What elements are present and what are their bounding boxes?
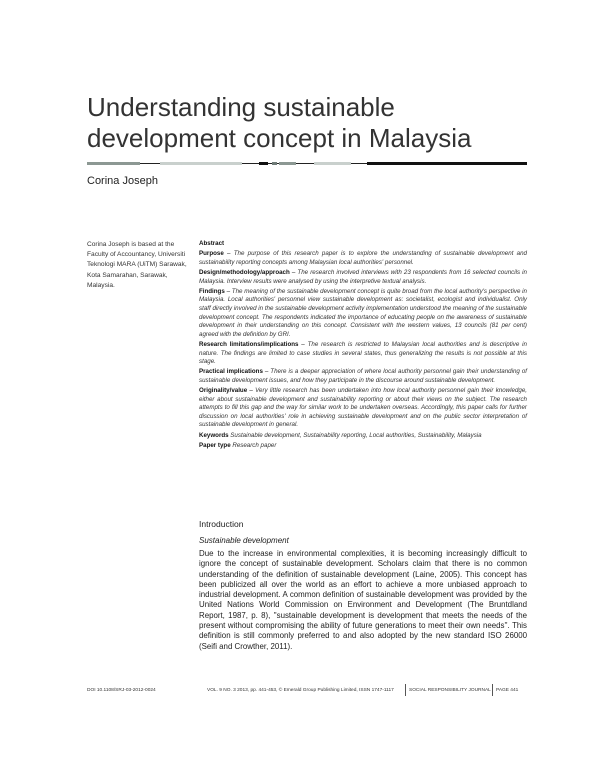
abstract-section-label: Practical implications [199, 368, 263, 376]
abstract-section [199, 269, 527, 286]
abstract-section-label: Research limitations/implications [199, 340, 299, 348]
footer-divider [405, 684, 406, 696]
section-heading: Introduction [199, 519, 244, 529]
subsection-heading: Sustainable development [199, 536, 289, 545]
footer-journal: SOCIAL RESPONSIBILITY JOURNAL [409, 688, 491, 693]
abstract-section-label: Paper type [199, 441, 231, 449]
abstract-section [199, 341, 527, 367]
abstract-section [199, 288, 527, 340]
abstract-section-text: – Very little research has been undertaken into how local authority personnel gain their knowledge, either about sustainable development and sustainability reporting or about their views on the subject. The research attempts to fill this gap and the way for similar work to be undertaken overseas. Accordingly, this paper calls for further discussion on local authorities' role in achieving sustainable development and on the public sector interpretation of sustainable development in general. [199, 387, 527, 429]
abstract-section-text: – There is a deeper appreciation of where local authority personnel gain their understanding of sustainable development issues, and how they participate in the discourse around sustainable development. [199, 368, 527, 384]
abstract-section-label: Findings [199, 287, 225, 295]
abstract-section [199, 250, 527, 267]
footer-doi: DOI 10.1108/SRJ-03-2012-0024 [87, 688, 156, 693]
abstract-section [199, 368, 527, 385]
body-paragraph: Due to the increase in environmental complexities, it is becoming increasingly difficult to ignore the concept of sustainable development. Scholars claim that there is no common understanding of the definition of sustainable development (Laine, 2005). This concept has been publicized all over the world as an effort to achieve a more unbiased approach to industrial development. A common definition of sustainable development was provided by the United Nations World Commission on Environment and Development (The Bruntdland Report, 1987, p. 8), ''sustainable development is development that meets the needs of the present without compromising the ability of future generations to meet their own needs''. This definition is still commonly preferred to and also adopted by the new standard ISO 26000 (Seifi and Crowther, 2011). [199, 549, 527, 651]
abstract-section [199, 432, 527, 441]
abstract-heading: Abstract [199, 240, 225, 247]
abstract-section-label: Design/methodology/approach [199, 268, 290, 276]
abstract-section-label: Originality/value [199, 387, 248, 395]
abstract-section-text: – The research is restricted to Malaysian local authorities and is descriptive in nature. The findings are limited to case studies in several states, thus generalizing the results is not possible at this stage. [199, 340, 527, 366]
abstract-section [199, 442, 527, 451]
abstract-section-text: Research paper [230, 441, 277, 449]
article-title: Understanding sustainable development concept in Malaysia [87, 92, 472, 153]
abstract-section-text: – The meaning of the sustainable development concept is quite broad from the local authority's perspective in Malaysia. Local authorities' personnel view sustainable development as: societalist, ecologist and individualist. Only staff directly involved in the sustainable development activity implementation understood the meaning of the sustainable development concept. The respondents indicated the importance of educating people on the awareness of sustainable development in their understanding on this concept. Consistent with the western values, 13 councils (81 per cent) agreed with the definition by GRI. [199, 287, 527, 338]
abstract-section-label: Purpose [199, 250, 224, 258]
author-name: Corina Joseph [87, 175, 158, 187]
abstract-section [199, 387, 527, 430]
abstract [199, 240, 527, 452]
abstract-section-text: Sustainable development, Sustainability reporting, Local authorities, Sustainability, Malaysia [228, 431, 482, 439]
abstract-section-label: Keywords [199, 431, 229, 439]
footer-citation: VOL. 9 NO. 3 2013, pp. 441-453, © Emerald Group Publishing Limited, ISSN 1747-1117 [207, 688, 394, 693]
footer-divider [492, 684, 493, 696]
abstract-section-text: – The purpose of this research paper is to explore the understanding of sustainable development and sustainability reporting concepts among Malaysian local authorities' personnel. [199, 250, 527, 266]
footer-page: PAGE 441 [496, 688, 519, 693]
abstract-section-text: – The research involved interviews with 23 respondents from 16 selected councils in Malaysia. Interview results were analysed by using the interpretive textual analysis. [199, 268, 527, 285]
author-affiliation: Corina Joseph is based at the Faculty of Accountancy, Universiti Teknologi MARA (UiTM) Sarawak, Kota Samarahan, Sarawak, Malaysia. [87, 241, 187, 289]
